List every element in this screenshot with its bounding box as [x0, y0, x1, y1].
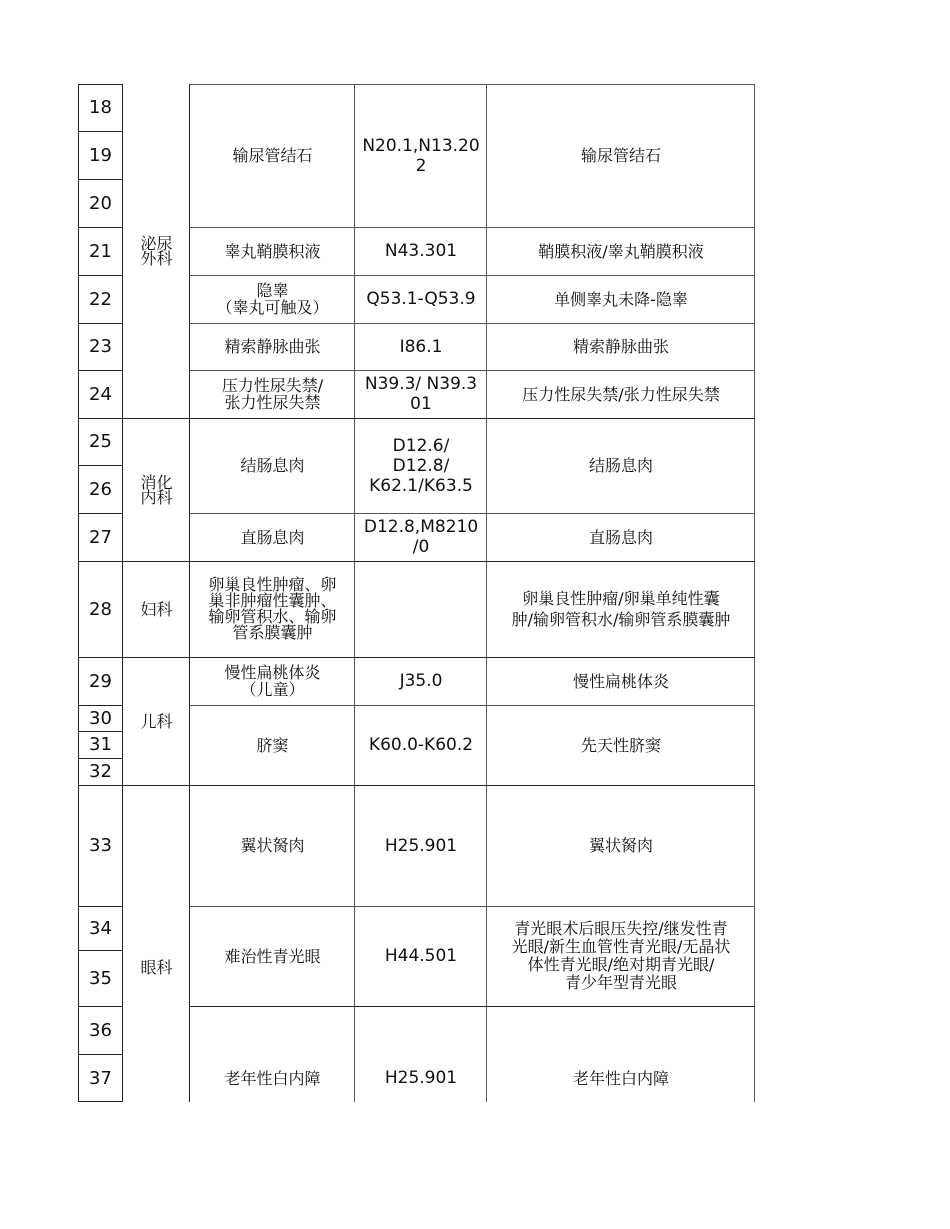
grid-line [189, 84, 190, 1102]
disease-name: 精索静脉曲张 [224, 337, 321, 356]
row-number: 23 [89, 336, 112, 357]
icd-code: H25.901 [384, 1068, 458, 1088]
grid-line [78, 657, 123, 658]
grid-line [78, 705, 123, 706]
row-number: 35 [89, 967, 112, 989]
grid-line [78, 131, 123, 132]
grid-line [189, 370, 755, 371]
grid-line [78, 1054, 123, 1055]
row-number: 30 [89, 707, 112, 729]
grid-line [78, 731, 123, 732]
disease-name: 压力性尿失禁/ 张力性尿失禁 [221, 376, 324, 412]
row-number: 29 [89, 670, 112, 692]
description: 直肠息肉 [588, 527, 653, 547]
disease-name: 脐窦 [256, 735, 289, 755]
grid-line [78, 227, 123, 228]
grid-line [189, 323, 755, 324]
grid-line [78, 465, 123, 466]
grid-line [78, 785, 755, 786]
grid-line [189, 275, 755, 276]
disease-name: 老年性白内障 [224, 1068, 321, 1088]
department-cell: 消化 内科 [140, 472, 173, 507]
row-number: 36 [89, 1019, 112, 1041]
grid-line [78, 418, 123, 419]
grid-line [78, 561, 123, 562]
icd-code: D12.8,M8210 /0 [363, 517, 479, 557]
icd-code: I86.1 [399, 336, 443, 357]
grid-line [189, 906, 755, 907]
description: 压力性尿失禁/张力性尿失禁 [522, 384, 720, 404]
description: 卵巢良性肿瘤/卵巢单纯性囊 肿/输卵管积水/输卵管系膜囊肿 [511, 589, 731, 629]
grid-line [78, 323, 123, 324]
department-cell: 儿科 [140, 711, 173, 731]
icd-code: Q53.1-Q53.9 [366, 289, 476, 309]
grid-line [189, 227, 755, 228]
disease-name: 翼状胬肉 [240, 836, 305, 855]
grid-line [78, 906, 123, 907]
row-number: 31 [89, 734, 112, 755]
row-number: 24 [89, 383, 112, 405]
grid-line [122, 561, 755, 562]
icd-code: D12.6/ D12.8/ K62.1/K63.5 [369, 435, 473, 496]
grid-line [78, 275, 123, 276]
disease-name: 直肠息肉 [240, 527, 305, 547]
disease-name: 难治性青光眼 [224, 946, 321, 966]
grid-line [78, 1006, 123, 1007]
description: 老年性白内障 [572, 1068, 669, 1088]
row-number: 25 [89, 431, 112, 452]
grid-line [78, 950, 123, 951]
description: 青光眼术后眼压失控/继发性青 光眼/新生血管性青光眼/无晶状 体性青光眼/绝对期青光眼/ 青少年型青光眼 [511, 919, 731, 992]
icd-code: N39.3/ N39.3 01 [364, 374, 478, 414]
disease-name: 慢性扁桃体炎 （儿童） [224, 663, 321, 699]
row-number: 28 [89, 598, 112, 620]
department-cell: 眼科 [140, 957, 173, 977]
icd-code: N20.1,N13.20 2 [362, 135, 480, 176]
icd-code: J35.0 [399, 671, 443, 691]
department-cell: 泌尿 外科 [140, 234, 173, 268]
grid-line [78, 513, 123, 514]
disease-name: 卵巢良性肿瘤、卵 巢非肿瘤性囊肿、 输卵管积水、输卵 管系膜囊肿 [208, 575, 337, 642]
row-number: 21 [89, 240, 112, 262]
grid-line [189, 513, 755, 514]
icd-code: H25.901 [384, 835, 458, 856]
grid-line [78, 1101, 123, 1102]
disease-name: 睾丸鞘膜积液 [224, 241, 321, 261]
grid-line [486, 84, 487, 1102]
icd-code: K60.0-K60.2 [368, 735, 474, 755]
grid-line [189, 705, 755, 706]
department-cell: 妇科 [140, 599, 173, 619]
disease-name: 隐睾 （睾丸可触及） [216, 281, 329, 317]
row-number: 20 [89, 192, 112, 214]
icd-code: H44.501 [384, 946, 458, 966]
description: 结肠息肉 [588, 456, 653, 475]
description: 慢性扁桃体炎 [572, 671, 669, 691]
grid-line [122, 418, 755, 419]
row-number: 33 [89, 835, 112, 856]
grid-line [78, 758, 123, 759]
description: 输尿管结石 [580, 146, 661, 165]
row-number: 32 [89, 761, 112, 782]
icd-code [355, 561, 487, 657]
grid-line [354, 84, 355, 1102]
description: 鞘膜积液/睾丸鞘膜积液 [538, 241, 704, 261]
description: 翼状胬肉 [588, 836, 653, 855]
row-number: 18 [89, 97, 112, 118]
icd-code: N43.301 [384, 241, 458, 261]
row-number: 26 [89, 478, 112, 500]
grid-line [189, 84, 755, 85]
grid-line [78, 84, 123, 85]
disease-name: 输尿管结石 [232, 146, 313, 165]
row-number: 34 [89, 917, 112, 939]
grid-line [754, 84, 755, 1102]
row-number: 27 [89, 526, 112, 548]
description: 单侧睾丸未降-隐睾 [554, 289, 688, 309]
grid-line [78, 179, 123, 180]
description: 先天性脐窦 [580, 735, 661, 755]
grid-line [78, 370, 123, 371]
grid-line [122, 657, 755, 658]
row-number: 22 [89, 288, 112, 310]
row-number: 37 [89, 1067, 112, 1089]
disease-name: 结肠息肉 [240, 456, 305, 475]
description: 精索静脉曲张 [572, 337, 669, 356]
row-number: 19 [89, 144, 112, 166]
grid-line [189, 1006, 755, 1007]
